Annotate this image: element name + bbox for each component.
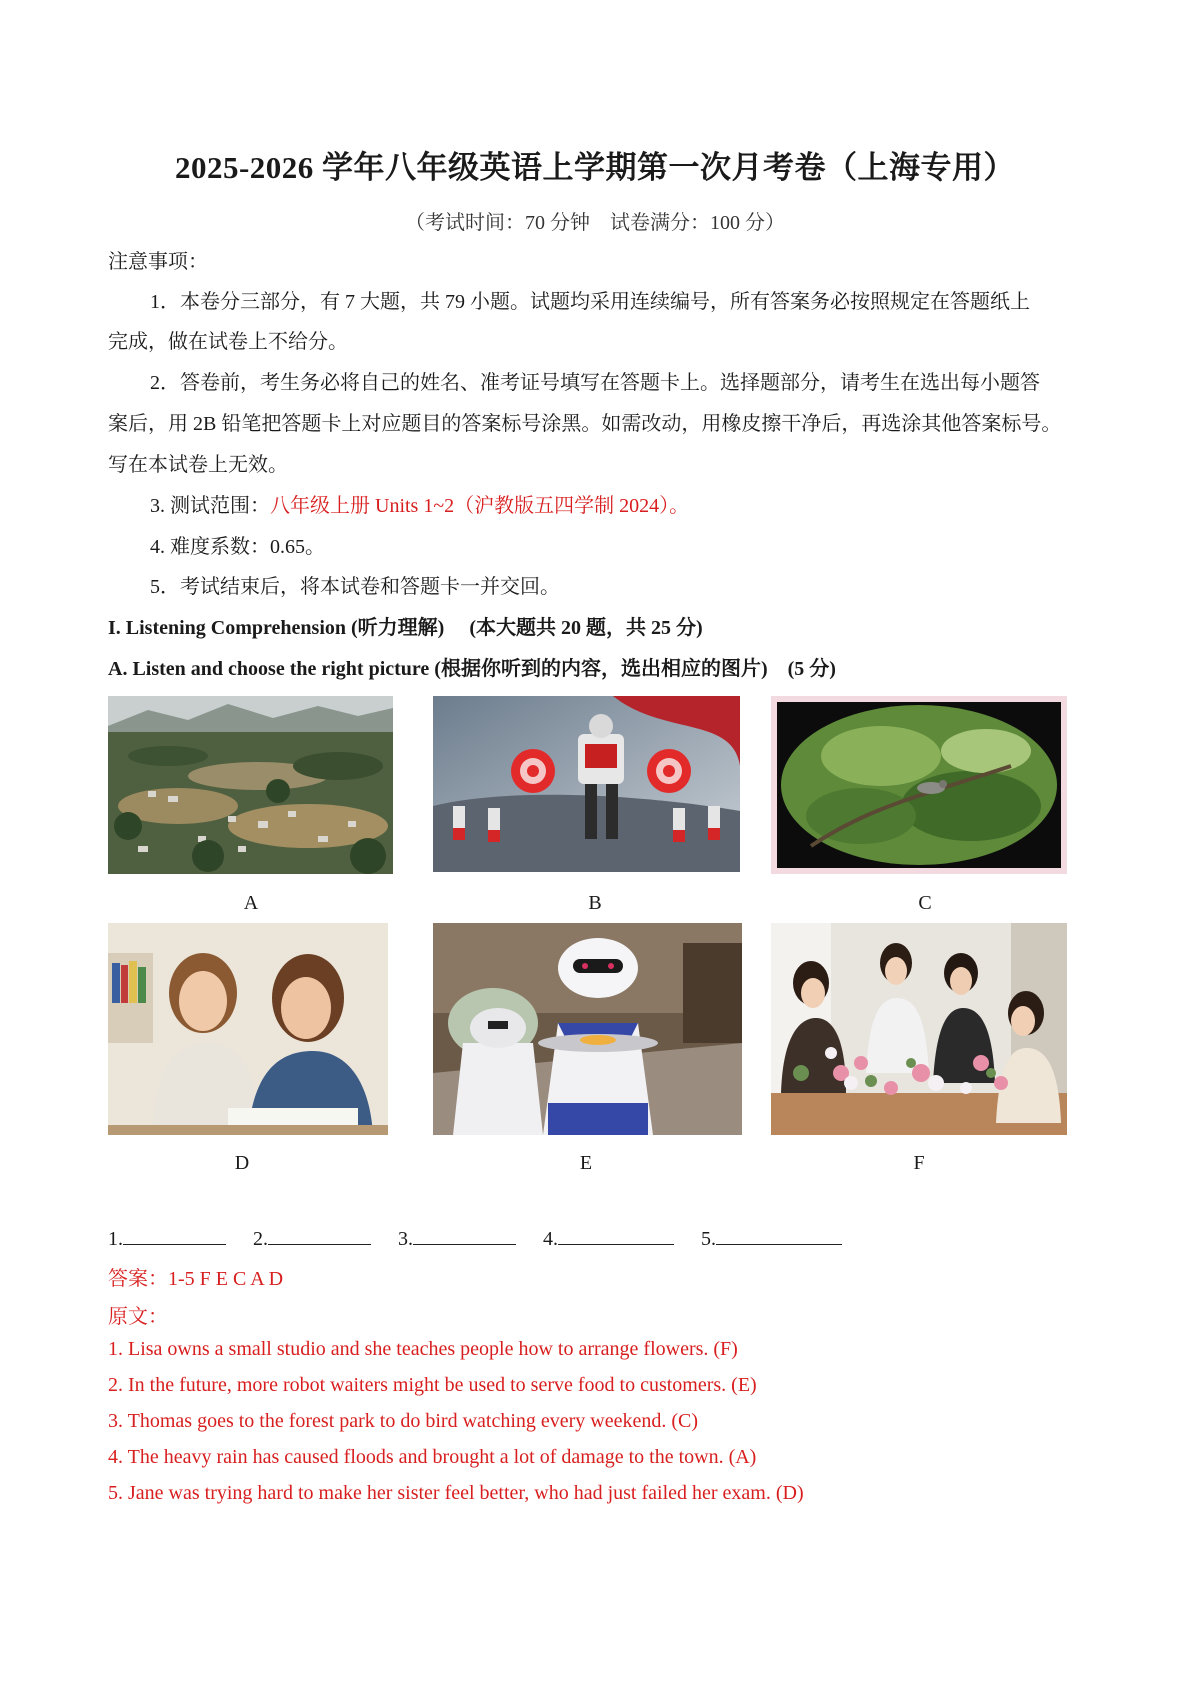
- note-1-line-2: 完成，做在试卷上不给分。: [108, 331, 348, 353]
- note-3-prefix: 3. 测试范围：: [150, 495, 270, 517]
- transcript-line-5: 5. Jane was trying hard to make her sister feel better, who had just failed her exam. (D): [108, 1482, 804, 1504]
- section-1-heading: I. Listening Comprehension (听力理解) (本大题共 20 题，共 25 分): [108, 617, 703, 639]
- answer-blank-2[interactable]: [268, 1224, 371, 1245]
- answer-blank-5[interactable]: [716, 1224, 842, 1245]
- exam-info: （考试时间：70 分钟 试卷满分：100 分）: [405, 212, 785, 234]
- flooded-town-photo: [108, 696, 393, 874]
- transcript-line-4: 4. The heavy rain has caused floods and brought a lot of damage to the town. (A): [108, 1446, 757, 1468]
- note-1-line-1: 1．本卷分三部分，有 7 大题，共 79 小题。试题均采用连续编号，所有答案务必按照规定在答题纸上: [150, 291, 1030, 313]
- picture-label-f: F: [913, 1152, 925, 1174]
- transcript-line-2: 2. In the future, more robot waiters might be used to serve food to customers. (E): [108, 1374, 757, 1396]
- bird-in-forest-photo: [771, 696, 1067, 874]
- picture-label-a: A: [243, 892, 259, 914]
- note-2-line-3: 写在本试卷上无效。: [108, 454, 288, 476]
- answer-blank-4[interactable]: [558, 1224, 674, 1245]
- picture-label-e: E: [579, 1152, 593, 1174]
- transcript-line-1: 1. Lisa owns a small studio and she teaches people how to arrange flowers. (F): [108, 1338, 738, 1360]
- picture-label-c: C: [918, 892, 932, 914]
- page-title: 2025-2026 学年八年级英语上学期第一次月考卷（上海专用）: [174, 150, 1016, 185]
- part-a-heading: A. Listen and choose the right picture (根据你听到的内容，选出相应的图片) (5 分): [108, 658, 836, 680]
- blank-label-2: 2.: [253, 1228, 268, 1250]
- blank-label-3: 3.: [398, 1228, 413, 1250]
- test-scope: 八年级上册 Units 1~2（沪教版五四学制 2024）。: [270, 495, 690, 517]
- students-studying-photo: [108, 923, 388, 1135]
- flower-arranging-photo: [771, 923, 1067, 1135]
- transcript-line-3: 3. Thomas goes to the forest park to do bird watching every weekend. (C): [108, 1410, 699, 1432]
- blank-label-5: 5.: [701, 1228, 716, 1250]
- note-4: 4. 难度系数：0.65。: [150, 536, 325, 558]
- note-3: [150, 494, 689, 518]
- robot-dancers-photo: [433, 696, 740, 872]
- note-5: 5．考试结束后，将本试卷和答题卡一并交回。: [150, 576, 560, 598]
- blank-label-4: 4.: [543, 1228, 558, 1250]
- notes-heading: 注意事项：: [108, 251, 208, 273]
- transcript-heading: 原文：: [108, 1306, 168, 1328]
- answer-blank-1[interactable]: [123, 1224, 226, 1245]
- robot-waiter-photo: [433, 923, 742, 1135]
- picture-label-b: B: [588, 892, 602, 914]
- answer-blanks: [108, 1224, 864, 1251]
- note-2-line-2: 案后，用 2B 铅笔把答题卡上对应题目的答案标号涂黑。如需改动，用橡皮擦干净后，再选涂其他答案标号。: [108, 413, 1062, 435]
- picture-label-d: D: [234, 1152, 250, 1174]
- note-2-line-1: 2．答卷前，考生务必将自己的姓名、准考证号填写在答题卡上。选择题部分，请考生在选出每小题答: [150, 372, 1040, 394]
- answer-key: 答案：1-5 F E C A D: [108, 1268, 284, 1290]
- answer-blank-3[interactable]: [413, 1224, 516, 1245]
- blank-label-1: 1.: [108, 1228, 123, 1250]
